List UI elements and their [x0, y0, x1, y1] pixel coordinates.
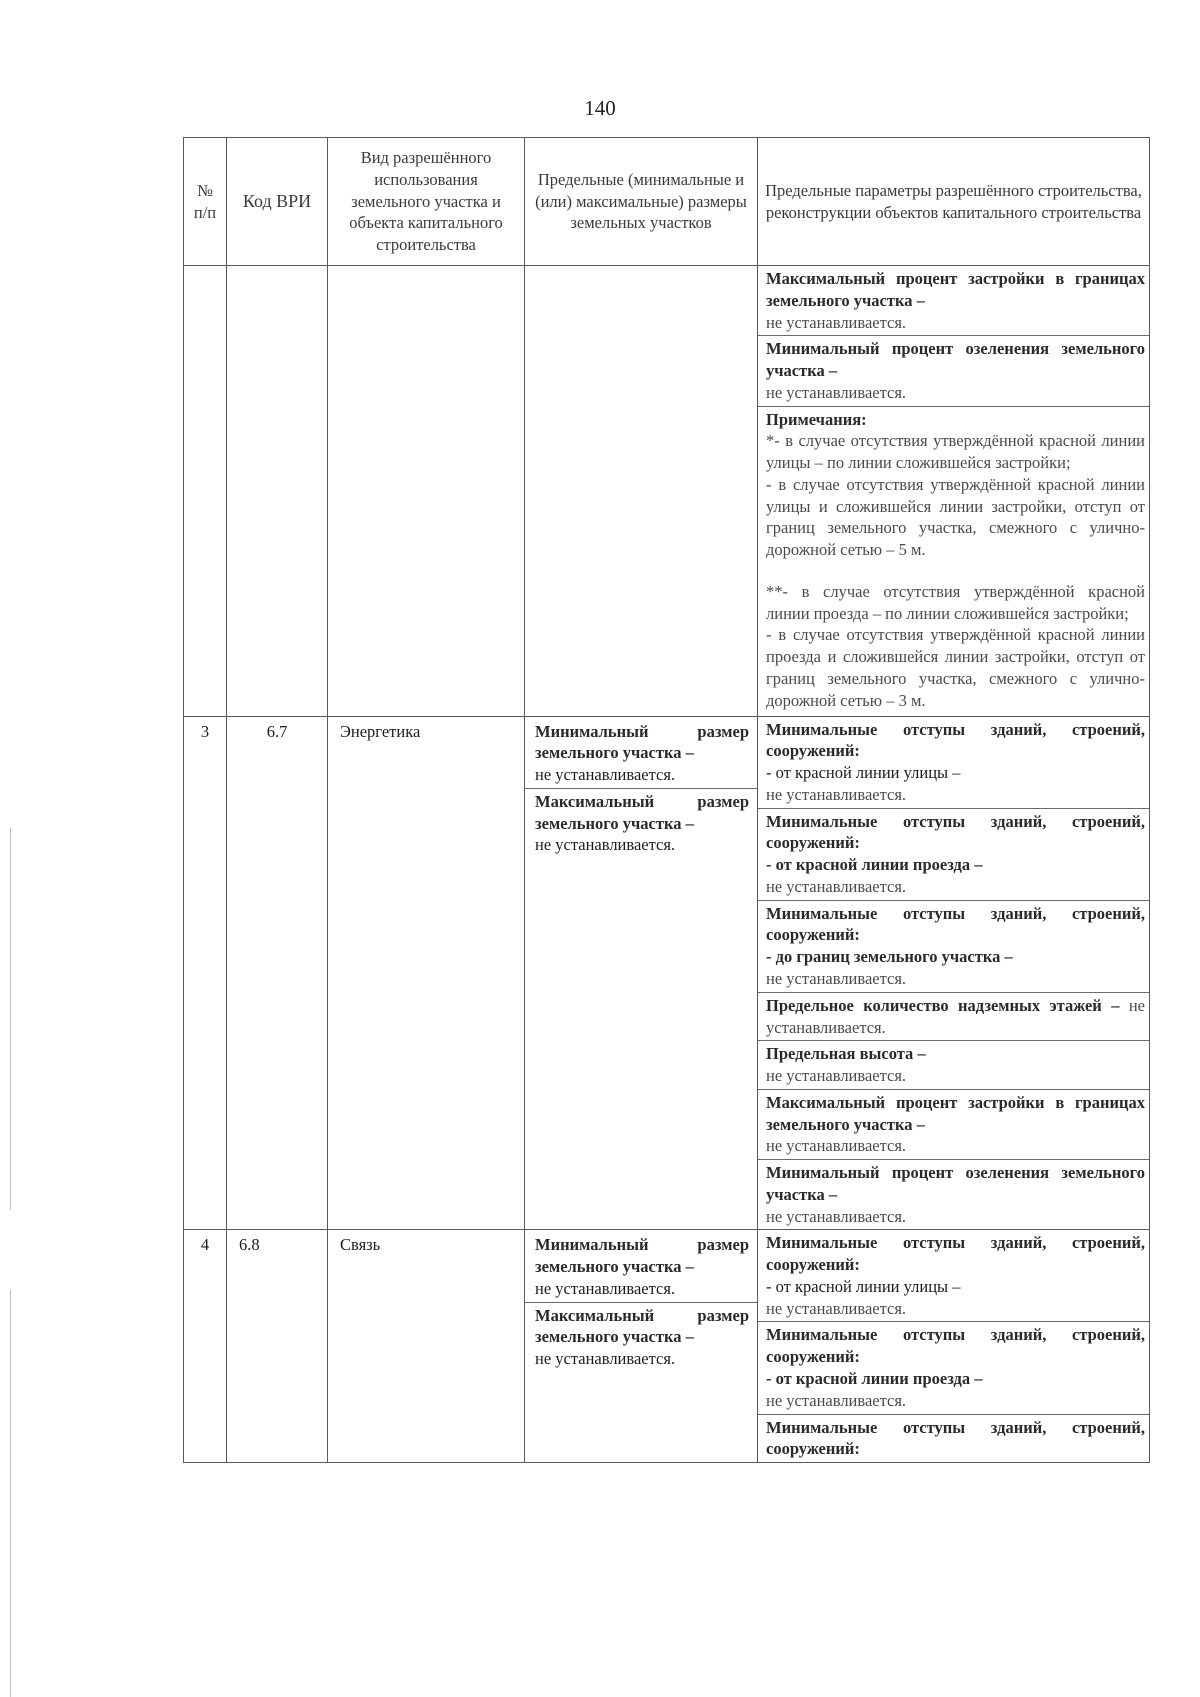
notes-block	[758, 407, 1149, 716]
param-title: Минимальные отступы зданий, строений, сооружений:	[766, 903, 1145, 945]
param-value: не устанавливается.	[766, 876, 907, 896]
cell-no: 4	[184, 1230, 227, 1463]
plot-size-min	[525, 721, 757, 788]
param-block	[758, 266, 1149, 336]
param-value: не устанавливается.	[766, 1298, 907, 1318]
cell-code	[227, 266, 328, 717]
param-value: не устанавливается.	[766, 312, 907, 332]
param-value: не устанавливается.	[766, 968, 907, 988]
param-title: Минимальные отступы зданий, строений, сооружений:	[766, 1417, 1145, 1459]
param-block	[758, 1230, 1149, 1322]
plot-size-max-value: не устанавливается.	[535, 1349, 676, 1369]
cell-code: 6.8	[227, 1230, 328, 1463]
cell-params	[758, 1230, 1150, 1463]
table-row-continuation	[184, 266, 1150, 717]
land-use-regulations-table	[183, 137, 1150, 1463]
plot-size-min-value: не устанавливается.	[535, 765, 676, 785]
param-title: Минимальные отступы зданий, строений, сооружений:	[766, 719, 1145, 761]
page-number: 140	[584, 96, 616, 120]
param-title: Максимальный процент застройки в границах земельного участка –	[766, 1092, 1145, 1134]
plot-size-max	[525, 1302, 757, 1372]
param-block	[758, 901, 1149, 993]
notes-spacer	[766, 561, 1145, 581]
param-block	[758, 993, 1149, 1042]
param-block	[758, 809, 1149, 901]
param-subtitle: - до границ земельного участка –	[766, 947, 1013, 967]
param-value: не устанавливается.	[766, 1206, 907, 1226]
table-row-3	[184, 716, 1150, 1230]
cell-params	[758, 716, 1150, 1230]
param-value: не устанавливается.	[766, 1136, 907, 1156]
note-text: *- в случае отсутствия утверждённой красной линии улицы – по линии сложившейся застройки;	[766, 431, 1145, 473]
plot-size-max-title: Максимальный размер земельного участка –	[535, 1305, 749, 1347]
cell-plot-size	[525, 1230, 758, 1463]
cell-code: 6.7	[227, 716, 328, 1230]
param-block	[758, 1041, 1149, 1090]
param-subtitle: - от красной линии улицы –	[766, 1276, 961, 1296]
plot-size-min-title: Минимальный размер земельного участка –	[535, 1235, 749, 1277]
param-block	[758, 1322, 1149, 1414]
note-text: - в случае отсутствия утверждённой красной линии проезда и сложившейся линии застройки, отступ от границ земельного участка, смежного с улично-дорожной сетью – 3 м.	[766, 625, 1145, 710]
plot-size-min	[525, 1234, 757, 1301]
table-header-row	[184, 138, 1150, 266]
cell-use-type: Энергетика	[328, 716, 525, 1230]
param-title: Предельное количество надземных этажей –	[766, 995, 1120, 1015]
param-subtitle: - от красной линии проезда –	[766, 1368, 983, 1388]
param-block	[758, 717, 1149, 809]
table-row-4	[184, 1230, 1150, 1463]
header-plot-size: Предельные (минимальные и (или) максимальные) размеры земельных участков	[525, 138, 758, 266]
header-code: Код ВРИ	[227, 138, 328, 266]
param-title: Минимальные отступы зданий, строений, сооружений:	[766, 1325, 1145, 1367]
cell-params	[758, 266, 1150, 717]
note-text: - в случае отсутствия утверждённой красной линии улицы и сложившейся линии застройки, отступ от границ земельного участка, смежного с улично-дорожной сетью – 5 м.	[766, 474, 1145, 560]
cell-use-type: Связь	[328, 1230, 525, 1463]
notes-title: Примечания:	[766, 409, 867, 429]
param-block	[758, 1090, 1149, 1160]
param-block	[758, 1160, 1149, 1229]
param-value: не устанавливается.	[766, 1390, 907, 1410]
param-value: не устанавливается.	[766, 382, 907, 402]
header-use-type: Вид разрешённого использования земельного участка и объекта капитального строительства	[328, 138, 525, 266]
cell-no: 3	[184, 716, 227, 1230]
param-title: Максимальный процент застройки в границах земельного участка –	[766, 269, 1145, 310]
note-text: **- в случае отсутствия утверждённой красной линии проезда – по линии сложившейся застройки;	[766, 581, 1145, 623]
param-title: Минимальный процент озеленения земельного участка –	[766, 1163, 1145, 1204]
cell-use-type	[328, 266, 525, 717]
param-title: Предельная высота –	[766, 1044, 926, 1064]
param-block	[758, 1415, 1149, 1463]
plot-size-max	[525, 788, 757, 858]
param-title: Минимальные отступы зданий, строений, сооружений:	[766, 1233, 1145, 1275]
param-subtitle: - от красной линии улицы –	[766, 763, 961, 783]
plot-size-min-title: Минимальный размер земельного участка –	[535, 721, 749, 763]
param-value: не устанавливается.	[766, 995, 1145, 1037]
plot-size-max-value: не устанавливается.	[535, 835, 676, 855]
param-block	[758, 336, 1149, 406]
param-value: не устанавливается.	[766, 784, 907, 804]
cell-plot-size	[525, 716, 758, 1230]
cell-no	[184, 266, 227, 717]
header-no: № п/п	[184, 138, 227, 266]
param-subtitle: - от красной линии проезда –	[766, 855, 983, 875]
header-params: Предельные параметры разрешённого строительства, реконструкции объектов капитального строительства	[758, 138, 1150, 266]
param-title: Минимальные отступы зданий, строений, сооружений:	[766, 811, 1145, 853]
cell-plot-size	[525, 266, 758, 717]
plot-size-max-title: Максимальный размер земельного участка –	[535, 791, 749, 833]
param-title: Минимальный процент озеленения земельного участка –	[766, 339, 1145, 381]
param-value: не устанавливается.	[766, 1066, 907, 1086]
plot-size-min-value: не устанавливается.	[535, 1278, 676, 1298]
scan-margin-line-bottom	[10, 1290, 11, 1697]
scan-margin-line-top	[10, 828, 11, 1210]
